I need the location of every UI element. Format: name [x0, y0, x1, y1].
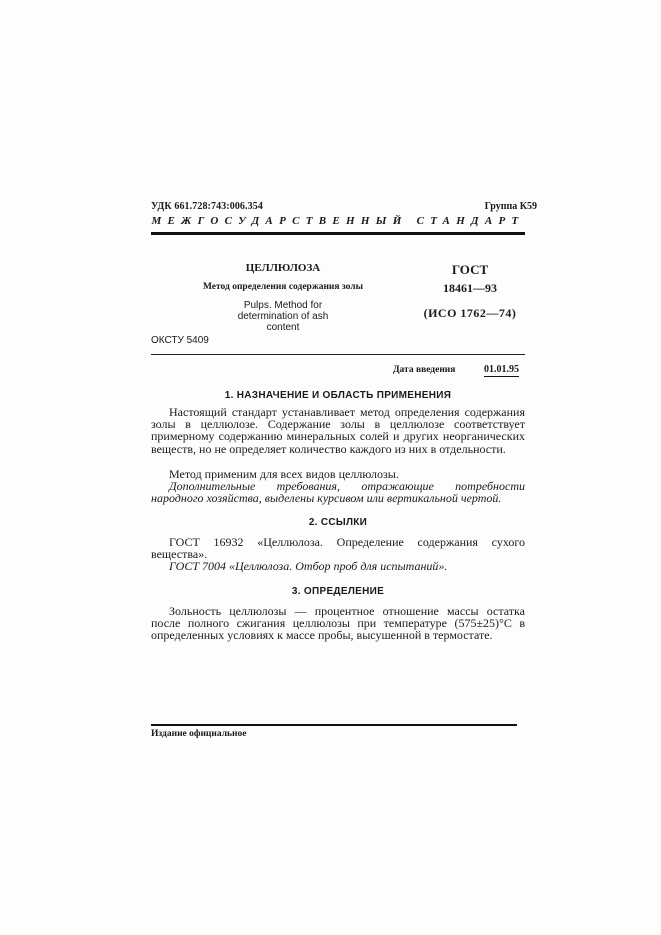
gost-number: 18461—93	[443, 281, 497, 295]
section-heading-scope: 1. НАЗНАЧЕНИЕ И ОБЛАСТЬ ПРИМЕНЕНИЯ	[224, 390, 452, 401]
footer-rule	[151, 724, 517, 726]
effective-date-label: Дата введения	[393, 365, 456, 375]
paragraph-scope: Настоящий стандарт устанавливает метод определения содержания золы в целлюлозе. Содержание золы в целлюлозе соответствует примерному содержанию минеральных солей и других неорганических веществ, но не определяет количество каждого из них в отдельности.	[151, 405, 525, 456]
iso-reference: (ИСО 1762—74)	[423, 306, 517, 320]
document-subtitle: Метод определения содержания золы	[202, 282, 364, 292]
paragraph-applicability: Метод применим для всех видов целлюлозы.	[169, 467, 399, 481]
english-title: Pulps. Method for determination of ash content	[237, 300, 329, 333]
okstu-code: ОКСТУ 5409	[151, 335, 209, 346]
group-code: Группа К59	[484, 201, 537, 212]
gost-label: ГОСТ	[451, 262, 489, 277]
standard-type: МЕЖГОСУДАРСТВЕННЫЙ СТАНДАРТ	[151, 215, 525, 227]
document-title: ЦЕЛЛЮЛОЗА	[245, 262, 321, 274]
official-edition-note: Издание официальное	[151, 729, 247, 739]
reference-gost-7004: ГОСТ 7004 «Целлюлоза. Отбор проб для испытаний».	[169, 559, 448, 573]
paragraph-definition: Зольность целлюлозы — процентное отношение массы остатка после полного сжигания целлюлозы при температуре (575±25)°С в определенных условиях к массе пробы, высушенной в термостате.	[151, 604, 525, 643]
udk-code: УДК 661.728:743:006.354	[151, 201, 263, 212]
paragraph-additional-requirements: Дополнительные требования, отражающие потребности народного хозяйства, выделены курсивом или вертикальной чертой.	[151, 479, 525, 506]
section-heading-references: 2. ССЫЛКИ	[308, 517, 368, 528]
header-rule	[151, 232, 525, 235]
title-rule	[151, 354, 525, 355]
effective-date-value: 01.01.95	[484, 364, 519, 375]
reference-gost-16932: ГОСТ 16932 «Целлюлоза. Определение содержания сухого вещества».	[151, 535, 525, 562]
section-heading-definition: 3. ОПРЕДЕЛЕНИЕ	[291, 586, 385, 597]
